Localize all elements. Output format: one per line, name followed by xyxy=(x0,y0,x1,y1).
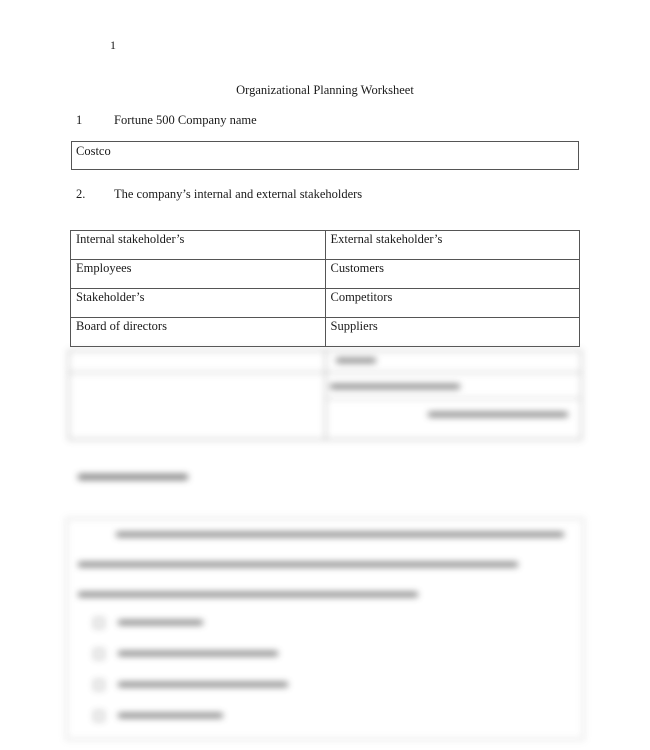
external-cell: Competitors xyxy=(325,289,580,318)
table-row xyxy=(71,289,580,318)
question-1 xyxy=(76,113,576,129)
question-2-text: The company’s internal and external stakeholders xyxy=(114,187,363,201)
question-2 xyxy=(76,187,576,203)
question-1-text: Fortune 500 Company name xyxy=(114,113,257,127)
internal-cell: Employees xyxy=(71,260,326,289)
blurred-paragraph xyxy=(66,518,584,740)
table-row xyxy=(71,318,580,347)
table-header-row xyxy=(71,231,580,260)
header-internal: Internal stakeholder’s xyxy=(71,231,326,260)
internal-cell: Stakeholder’s xyxy=(71,289,326,318)
stakeholders-table xyxy=(70,230,580,347)
page-number: 1 xyxy=(110,38,116,52)
header-external: External stakeholder’s xyxy=(325,231,580,260)
internal-cell: Board of directors xyxy=(71,318,326,347)
table-row xyxy=(71,260,580,289)
external-cell: Suppliers xyxy=(325,318,580,347)
external-cell: Customers xyxy=(325,260,580,289)
blurred-section-heading xyxy=(76,462,276,492)
question-2-number: 2. xyxy=(76,187,86,201)
blurred-table-continuation xyxy=(68,350,582,440)
company-name-answer: Costco xyxy=(71,141,579,170)
question-1-number: 1 xyxy=(76,113,83,127)
page-title: Organizational Planning Worksheet xyxy=(236,83,414,97)
